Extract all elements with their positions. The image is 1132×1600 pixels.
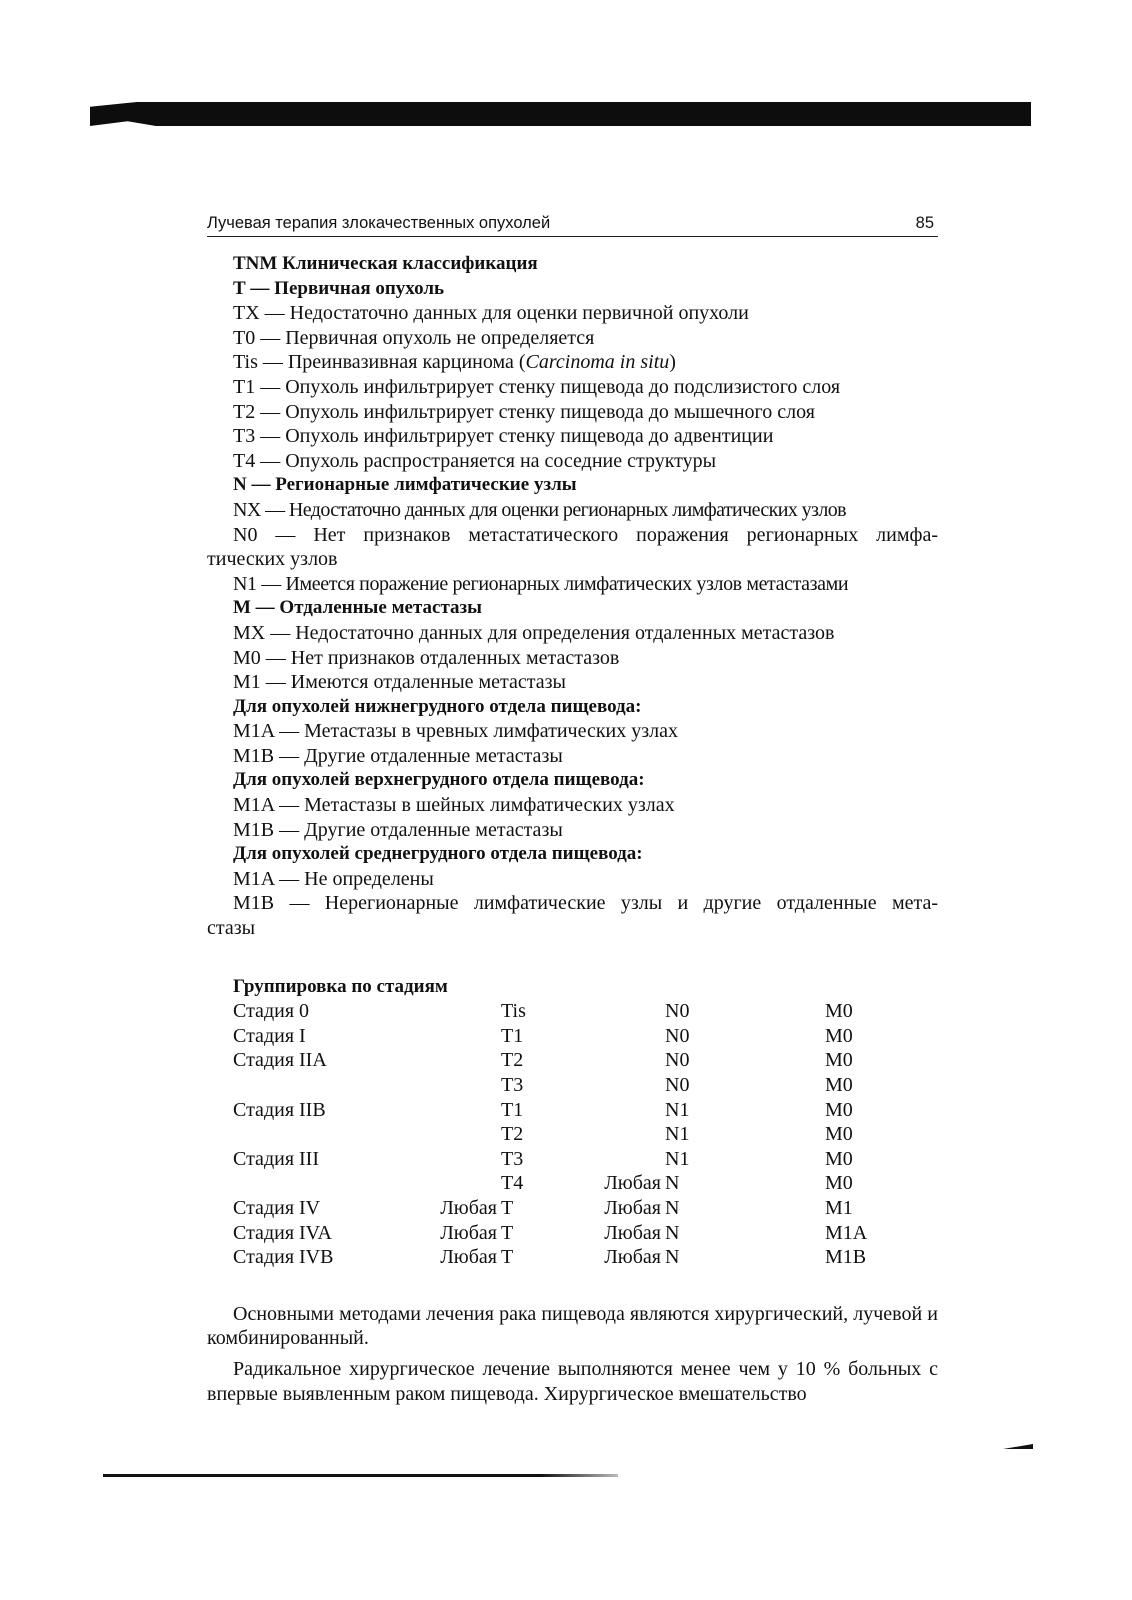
stage-n-cell: N1 [665, 1098, 690, 1121]
tis-latin-term: Carcinoma in situ [525, 351, 670, 374]
stage-name-cell: Стадия III [233, 1147, 319, 1170]
stage-n-any-cell: Любая [604, 1221, 661, 1244]
upper-thoracic-heading: Для опухолей верхнегрудного отдела пищевода: [233, 769, 645, 791]
stage-m-cell: M0 [825, 1147, 853, 1170]
stage-n-any-cell [583, 1024, 665, 1049]
n0-item-line1: N0 — Нет признаков метастатического поражения регионарных лимфа- [233, 523, 938, 546]
stage-m-cell: M0 [825, 1172, 853, 1195]
body-paragraph: Основными методами лечения рака пищевода являются хирургический, лучевой и комбинированный. [207, 1302, 938, 1350]
stage-m-cell: M1A [825, 1221, 868, 1244]
stage-t-cell: T [501, 1196, 514, 1219]
staging-row [233, 1245, 885, 1270]
t-item: Т3 — Опухоль инфильтрирует стенку пищевода до адвентиции [233, 425, 774, 448]
tis-prefix: Tis — Преинвазивная карцинома ( [233, 351, 526, 374]
stage-t-cell: T3 [501, 1147, 524, 1170]
stage-n-any-cell: Любая [604, 1246, 661, 1269]
stage-n-cell: N0 [665, 1000, 690, 1023]
lower-thoracic-item: M1B — Другие отдаленные метастазы [233, 744, 563, 767]
stage-m-cell: M0 [825, 1049, 853, 1072]
stage-m-cell: M0 [825, 1074, 853, 1096]
stage-n-cell: N [665, 1196, 680, 1219]
stage-n-any-cell [583, 1048, 665, 1073]
page-content [207, 252, 938, 1406]
running-header [207, 212, 938, 237]
stage-n-any-cell: Любая [604, 1196, 661, 1219]
staging-heading: Группировка по стадиям [233, 975, 448, 997]
stage-n-any-cell [583, 1073, 665, 1098]
middle-thoracic-item: M1A — Не определены [233, 867, 434, 890]
corner-mark [1003, 1444, 1033, 1449]
stage-n-cell: N0 [665, 1049, 690, 1072]
staging-row [233, 1073, 885, 1098]
stage-n-cell: N1 [665, 1123, 690, 1146]
stage-name-cell [233, 1122, 423, 1147]
stage-n-any-cell [583, 1098, 665, 1123]
stage-t-cell: Tis [501, 1000, 526, 1023]
m-heading: М — Отдаленные метастазы [233, 597, 482, 619]
stage-m-cell: M1 [825, 1196, 853, 1219]
stage-name-cell: Стадия IV [233, 1196, 321, 1219]
t-item: Т2 — Опухоль инфильтрирует стенку пищевода до мышечного слоя [233, 400, 815, 423]
t-item: Т0 — Первичная опухоль не определяется [233, 326, 595, 349]
staging-row [233, 1122, 885, 1147]
lower-thoracic-item: M1A — Метастазы в чревных лимфатических узлах [233, 720, 679, 743]
stage-name-cell: Стадия I [233, 1024, 306, 1047]
stage-name-cell: Стадия IIA [233, 1049, 327, 1072]
m-item: М0 — Нет признаков отдаленных метастазов [233, 646, 620, 669]
stage-m-cell: M1B [825, 1246, 867, 1269]
stage-t-any-cell [423, 1073, 501, 1098]
middle-thoracic-heading: Для опухолей среднегрудного отдела пищевода: [233, 843, 643, 865]
stage-name-cell: Стадия IVA [233, 1221, 332, 1244]
stage-m-cell: M0 [825, 1024, 853, 1047]
stage-n-cell: N [665, 1246, 680, 1269]
stage-t-cell: T [501, 1246, 514, 1269]
tis-suffix: ) [669, 351, 676, 374]
stage-m-cell: M0 [825, 1098, 853, 1121]
t-item: T1 — Опухоль инфильтрирует стенку пищевода до подслизистого слоя [233, 375, 841, 398]
stage-name-cell: Стадия 0 [233, 1000, 310, 1023]
stage-t-any-cell [423, 1098, 501, 1123]
stage-n-cell: N0 [665, 1074, 690, 1096]
staging-row [233, 999, 885, 1024]
stage-t-any-cell [423, 1024, 501, 1049]
stage-name-cell [233, 1073, 423, 1098]
staging-row [233, 1048, 885, 1073]
n-heading: N — Регионарные лимфатические узлы [233, 474, 577, 496]
body-paragraph: Радикальное хирургическое лечение выполняются менее чем у 10 % больных с впервые выявленным раком пищевода. Хирургическое вмешательство [207, 1357, 938, 1405]
lower-thoracic-heading: Для опухолей нижнегрудного отдела пищевода: [233, 695, 642, 717]
stage-t-any-cell [423, 1122, 501, 1147]
stage-t-any-cell: Любая [440, 1196, 497, 1219]
stage-n-cell: N [665, 1172, 680, 1195]
staging-row [233, 1221, 885, 1246]
stage-t-any-cell: Любая [440, 1221, 497, 1244]
staging-table [233, 999, 885, 1270]
stage-n-any-cell [583, 1147, 665, 1172]
stage-n-cell: N1 [665, 1147, 690, 1170]
n1-item: N1 — Имеется поражение регионарных лимфатических узлов метастазами [233, 572, 849, 595]
upper-thoracic-item: M1A — Метастазы в шейных лимфатических узлах [233, 794, 675, 817]
stage-n-any-cell [583, 999, 665, 1024]
stage-t-cell: T3 [501, 1074, 524, 1096]
stage-t-any-cell: Любая [440, 1246, 497, 1269]
middle-thoracic-item-line2: стазы [207, 917, 256, 940]
stage-t-cell: T2 [501, 1049, 524, 1072]
bottom-rule [103, 1474, 618, 1477]
stage-m-cell: M0 [825, 1123, 853, 1146]
staging-row [233, 1171, 885, 1196]
t-item: Т4 — Опухоль распространяется на соседние структуры [233, 449, 717, 472]
stage-n-any-cell: Любая [604, 1172, 661, 1195]
t-heading: Т — Первичная опухоль [233, 277, 445, 299]
stage-name-cell: Стадия IVB [233, 1246, 334, 1269]
staging-row [233, 1024, 885, 1049]
stage-n-any-cell [583, 1122, 665, 1147]
stage-t-cell: T2 [501, 1123, 524, 1146]
staging-row [233, 1196, 885, 1221]
stage-t-any-cell [423, 1048, 501, 1073]
m-item: MX — Недостаточно данных для определения отдаленных метастазов [233, 621, 835, 644]
page-number: 85 [915, 214, 934, 232]
classification-heading: TNM Клиническая классификация [233, 253, 538, 274]
running-title: Лучевая терапия злокачественных опухолей [207, 214, 551, 232]
staging-row [233, 1098, 885, 1123]
stage-t-cell: T4 [501, 1172, 524, 1195]
t-item: ТХ — Недостаточно данных для оценки первичной опухоли [233, 302, 749, 325]
stage-t-cell: T1 [501, 1024, 524, 1047]
middle-thoracic-item-line1: M1B — Нерегионарные лимфатические узлы и другие отдаленные мета- [233, 892, 938, 915]
n0-item-line2: тических узлов [207, 548, 338, 571]
stage-name-cell: Стадия IIB [233, 1098, 326, 1121]
stage-n-cell: N0 [665, 1024, 690, 1047]
m-item: M1 — Имеются отдаленные метастазы [233, 671, 566, 694]
stage-t-cell: T [501, 1221, 514, 1244]
staging-row [233, 1147, 885, 1172]
stage-m-cell: M0 [825, 1000, 853, 1023]
stage-t-cell: T1 [501, 1098, 524, 1121]
tis-item [207, 350, 938, 375]
top-decorative-bar [90, 102, 1031, 126]
nx-item: NX — Недостаточно данных для оценки регионарных лимфатических узлов [233, 498, 846, 521]
stage-t-any-cell [423, 999, 501, 1024]
stage-n-cell: N [665, 1221, 680, 1244]
upper-thoracic-item: M1B — Другие отдаленные метастазы [233, 818, 563, 841]
stage-t-any-cell [423, 1171, 501, 1196]
stage-t-any-cell [423, 1147, 501, 1172]
stage-name-cell [233, 1171, 423, 1196]
